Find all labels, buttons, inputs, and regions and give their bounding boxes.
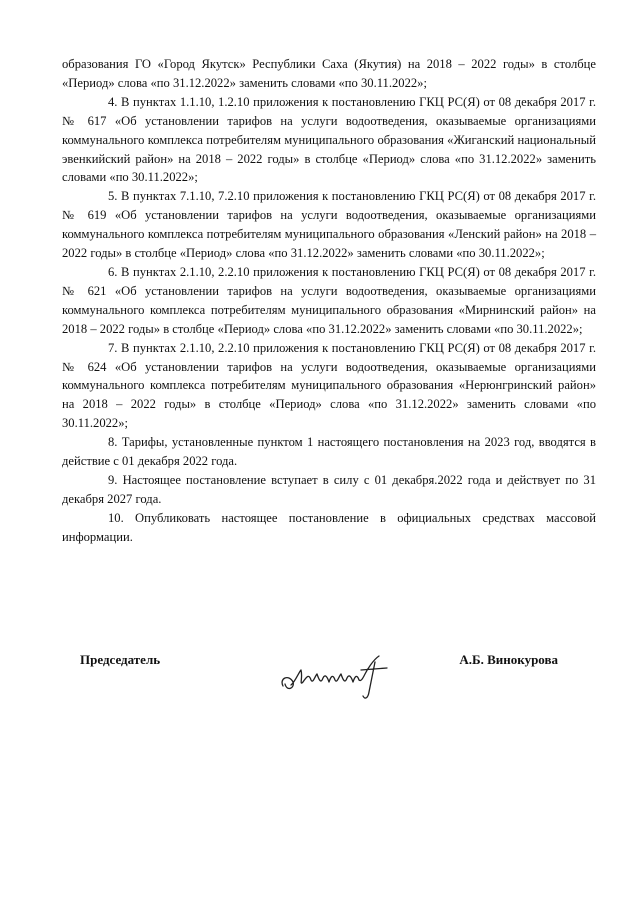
signatory-name: А.Б. Винокурова [459, 652, 558, 667]
handwritten-signature [275, 652, 395, 704]
paragraph-continuation: образования ГО «Город Якутск» Республики Саха (Якутия) на 2018 – 2022 годы» в столбце «Период» слова «по 31.12.2022» заменить словами «по 30.11.2022»; [62, 57, 596, 90]
paragraph-item-4: 4. В пунктах 1.1.10, 1.2.10 приложения к постановлению ГКЦ РС(Я) от 08 декабря 2017 г. № 617 «Об установлении тарифов на услуги водоотведения, оказываемые организациями коммунального комплекса потребителям муниципального образования «Жиганский национальный эвенкийский район» на 2018 – 2022 годы» в столбце «Период» слова «по 31.12.2022» заменить словами «по 30.11.2022»; [62, 94, 596, 185]
paragraph-item-9: 9. Настоящее постановление вступает в силу с 01 декабря.2022 года и действует по 31 декабря 2027 года. [62, 472, 596, 506]
paragraph-item-5: 5. В пунктах 7.1.10, 7.2.10 приложения к постановлению ГКЦ РС(Я) от 08 декабря 2017 г. № 619 «Об установлении тарифов на услуги водоотведения, оказываемые организациями коммунального комплекса потребителям муниципального образования «Ленский район» на 2018 – 2022 годы» в столбце «Период» слова «по 31.12.2022» заменить словами «по 30.11.2022»; [62, 189, 596, 261]
paragraph-item-8: 8. Тарифы, установленные пунктом 1 настоящего постановления на 2023 год, вводятся в действие с 01 декабря 2022 года. [62, 435, 596, 469]
signature-block [80, 652, 560, 692]
document-body [62, 55, 596, 547]
paragraph-item-7: 7. В пунктах 2.1.10, 2.2.10 приложения к постановлению ГКЦ РС(Я) от 08 декабря 2017 г. № 624 «Об установлении тарифов на услуги водоотведения, оказываемые организациями коммунального комплекса потребителям муниципального образования «Нерюнгринский район» на 2018 – 2022 годы» в столбце «Период» слова «по 31.12.2022» заменить словами «по 30.11.2022»; [62, 340, 596, 431]
paragraph-item-10: 10. Опубликовать настоящее постановление в официальных средствах массовой информации. [62, 510, 596, 544]
position-title: Председатель [80, 652, 161, 667]
paragraph-item-6: 6. В пунктах 2.1.10, 2.2.10 приложения к постановлению ГКЦ РС(Я) от 08 декабря 2017 г. № 621 «Об установлении тарифов на услуги водоотведения, оказываемые организациями коммунального комплекса потребителям муниципального образования «Мирнинский район» на 2018 – 2022 годы» в столбце «Период» слова «по 31.12.2022» заменить словами «по 30.11.2022»; [62, 264, 596, 336]
